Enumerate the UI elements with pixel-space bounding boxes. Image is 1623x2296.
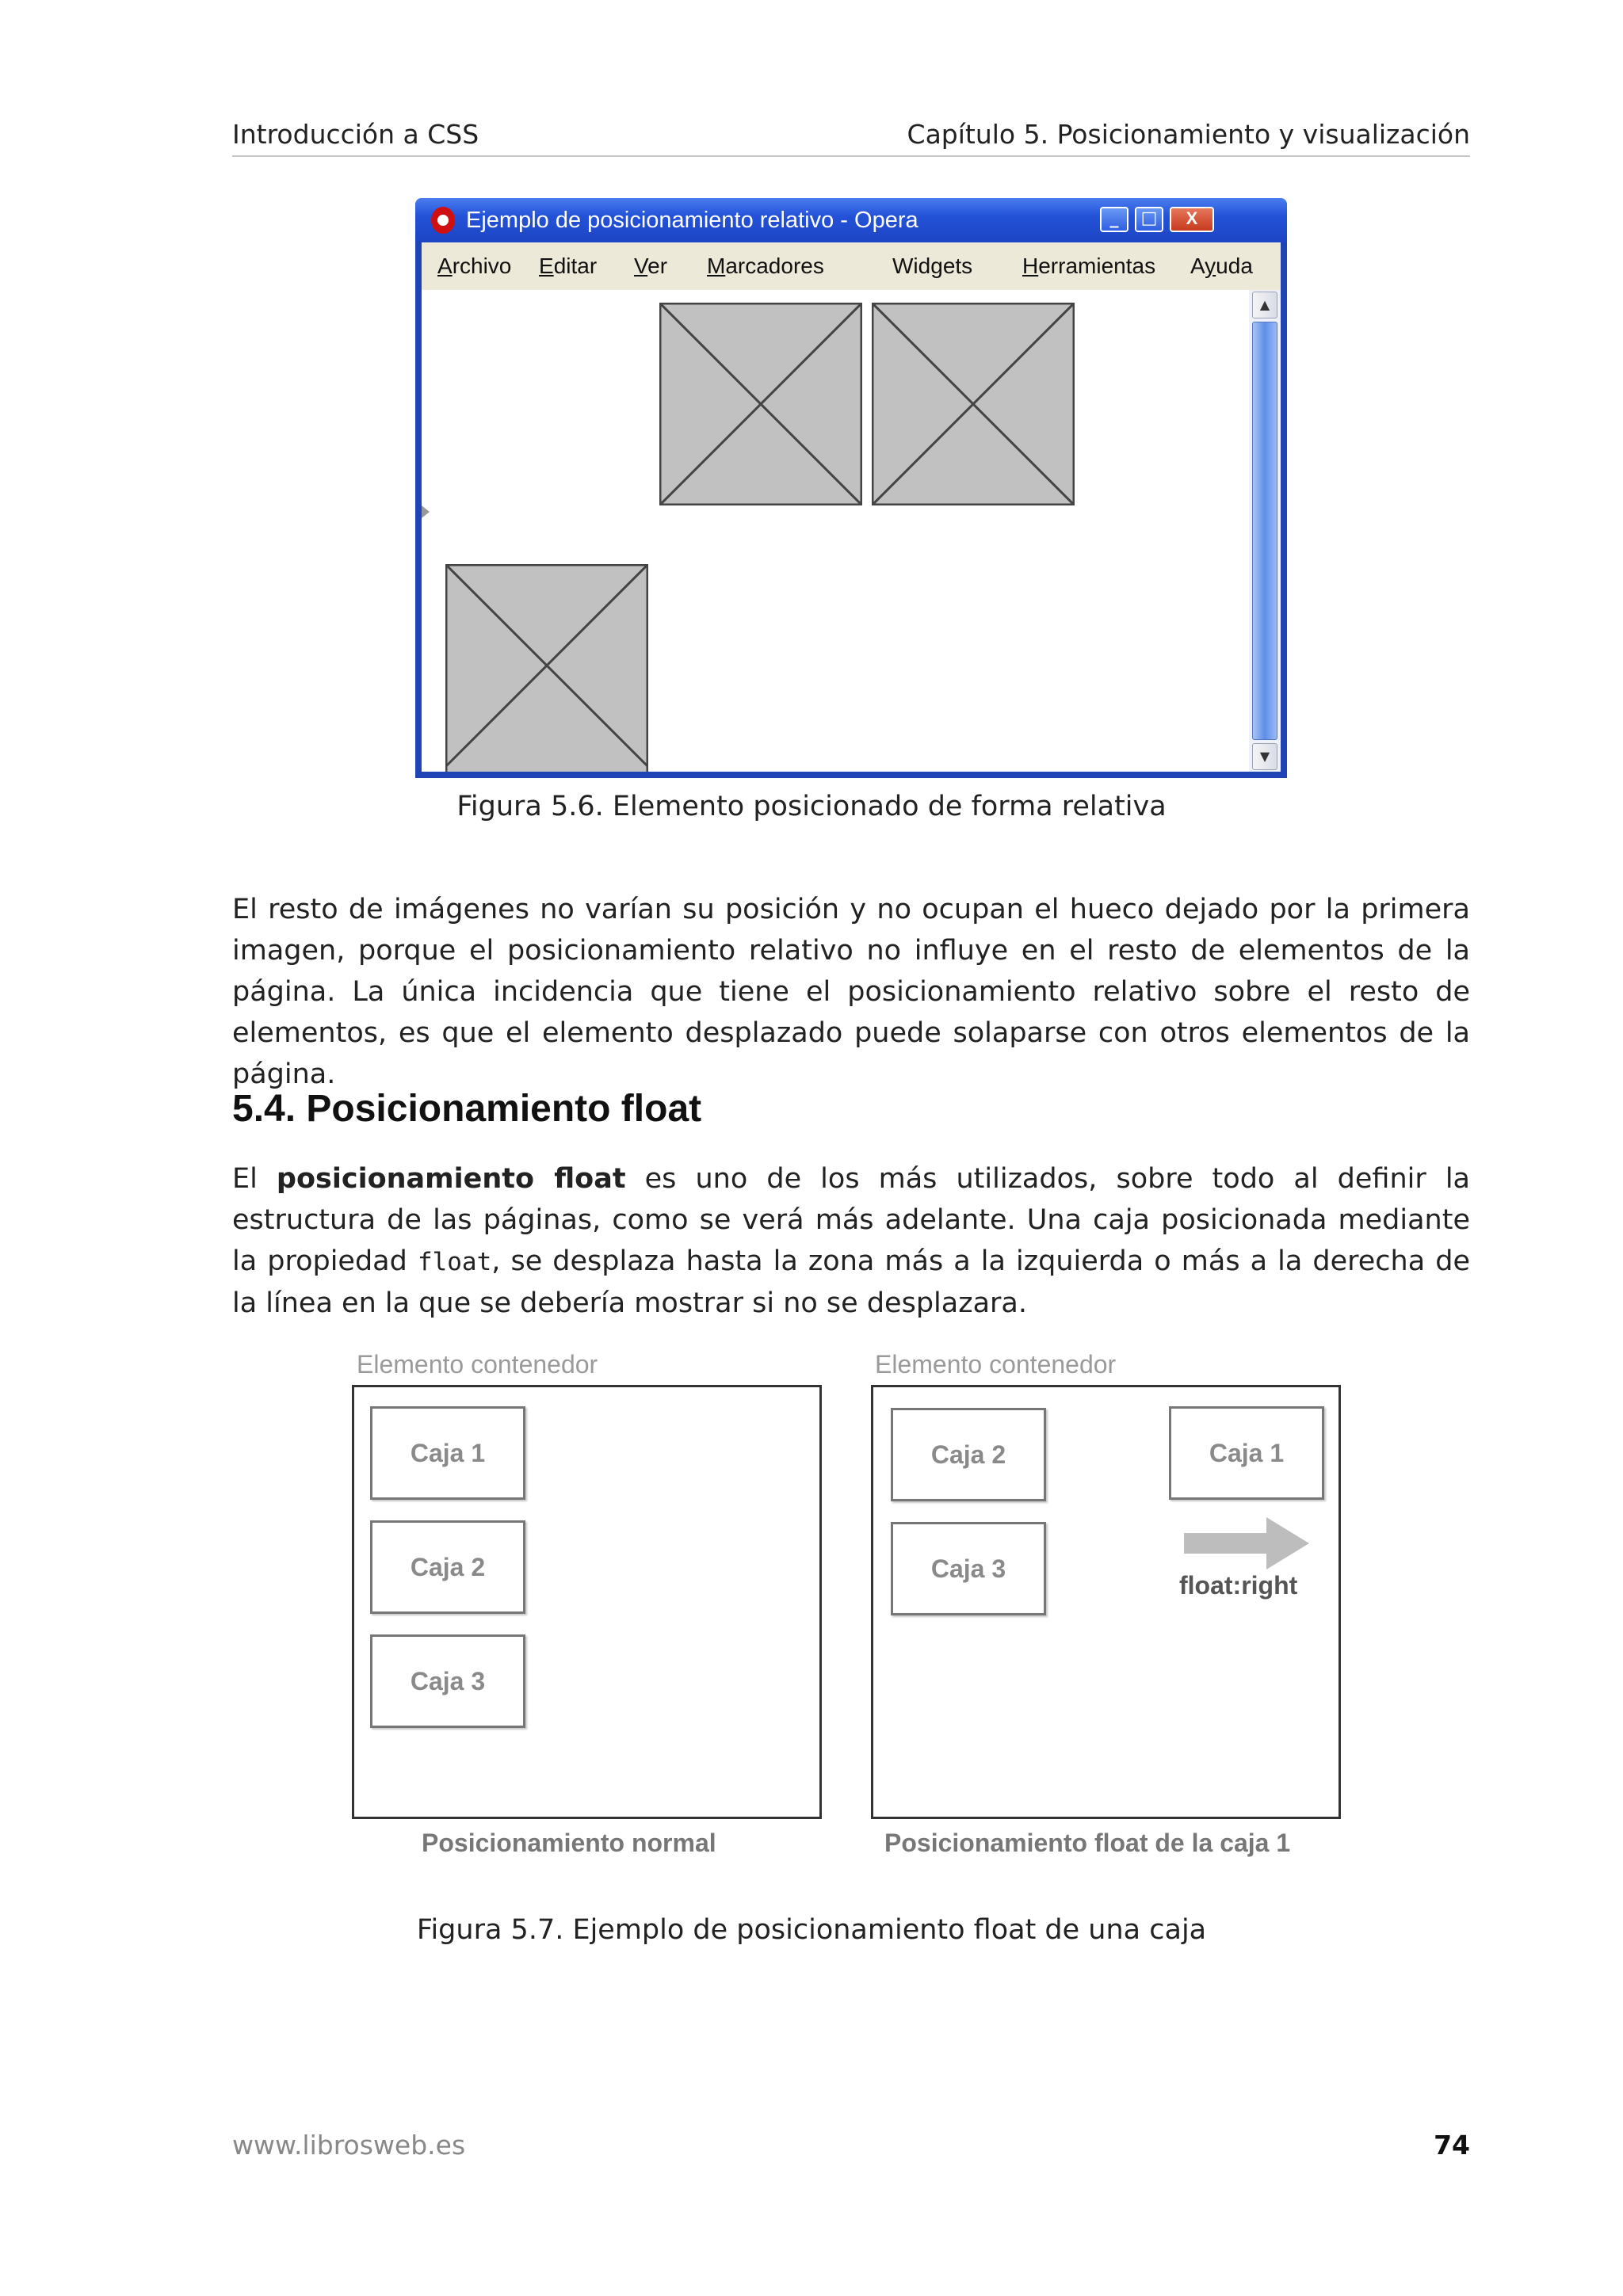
- menu-bar: [422, 242, 1281, 290]
- left-box-2: Caja 2: [370, 1520, 525, 1614]
- left-container-label: Elemento contenedor: [357, 1350, 598, 1379]
- menu-widgets[interactable]: Widgets: [892, 254, 973, 278]
- image-placeholder-relative: [445, 564, 648, 772]
- menu-ver[interactable]: Ver: [634, 254, 668, 278]
- right-box-1-floated: Caja 1: [1169, 1406, 1324, 1500]
- scroll-thumb[interactable]: [1252, 322, 1277, 740]
- right-container-label: Elemento contenedor: [875, 1350, 1117, 1379]
- left-diagram-label: Posicionamiento normal: [422, 1829, 716, 1857]
- browser-viewport: [422, 290, 1249, 772]
- browser-window-figure: [415, 198, 1287, 778]
- scroll-up-icon[interactable]: ▲: [1252, 292, 1277, 318]
- left-box-1: Caja 1: [370, 1406, 525, 1500]
- maximize-button[interactable]: □: [1135, 207, 1163, 232]
- running-header-left: Introducción a CSS: [232, 119, 479, 150]
- menu-marcadores[interactable]: Marcadores: [707, 254, 824, 278]
- menu-herramientas[interactable]: Herramientas: [1022, 254, 1156, 278]
- window-title: Ejemplo de posicionamiento relativo - Opera: [466, 208, 918, 233]
- vertical-scrollbar[interactable]: [1249, 290, 1281, 772]
- figure-5-6-caption: Figura 5.6. Elemento posicionado de forma relativa: [456, 791, 1167, 822]
- image-placeholder-1: [659, 303, 862, 505]
- image-placeholder-2: [872, 303, 1075, 505]
- minimize-button[interactable]: _: [1100, 207, 1128, 232]
- resize-marker-icon: [422, 505, 430, 518]
- paragraph-relative-positioning: El resto de imágenes no varían su posición y no ocupan el hueco dejado por la primera imagen, porque el posicionamiento relativo no influye en el resto de elementos de la página. La única incidencia que tiene el posicionamiento relativo sobre el resto de elementos, es que el elemento desplazado puede solaparse con otros elementos de la página.: [232, 894, 1470, 1090]
- right-diagram-label: Posicionamiento float de la caja 1: [884, 1829, 1291, 1857]
- opera-logo-icon: [431, 207, 455, 234]
- header-divider: [232, 155, 1470, 157]
- window-title-bar: [415, 198, 1287, 242]
- left-box-3: Caja 3: [370, 1634, 525, 1728]
- footer-website: www.librosweb.es: [232, 2130, 466, 2161]
- paragraph-float: El posicionamiento float es uno de los más utilizados, sobre todo al definir la estructura de las páginas, como se verá más adelante. Una caja posicionada mediante la propiedad float, se desplaza hasta la zona más a la izquierda o más a la derecha de la línea en la que se debería mostrar si no se desplazara.: [232, 1163, 1470, 1319]
- close-button[interactable]: X: [1170, 207, 1214, 232]
- menu-ayuda[interactable]: Ayuda: [1190, 254, 1253, 278]
- right-container: [871, 1385, 1341, 1819]
- page-number: 74: [1434, 2130, 1470, 2161]
- arrow-right-icon: [1184, 1517, 1311, 1569]
- figure-5-7-caption: Figura 5.7. Ejemplo de posicionamiento float de una caja: [416, 1914, 1207, 1946]
- scroll-down-icon[interactable]: ▼: [1252, 743, 1277, 770]
- left-container: [352, 1385, 822, 1819]
- menu-archivo[interactable]: Archivo: [437, 254, 512, 278]
- float-right-label: float:right: [1179, 1571, 1298, 1600]
- menu-editar[interactable]: Editar: [539, 254, 598, 278]
- right-box-2: Caja 2: [891, 1408, 1046, 1501]
- running-header-right: Capítulo 5. Posicionamiento y visualización: [907, 119, 1470, 150]
- section-heading: 5.4. Posicionamiento float: [232, 1088, 702, 1130]
- right-box-3: Caja 3: [891, 1522, 1046, 1615]
